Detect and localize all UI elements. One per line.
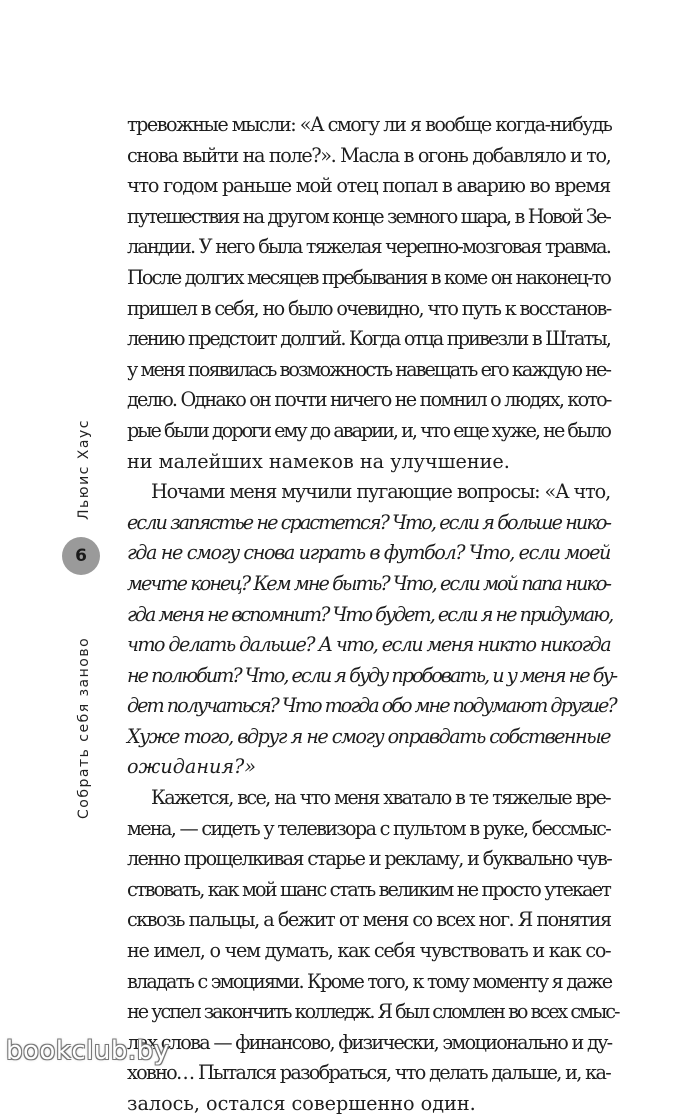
text-line: не успел закончить колледж. Я был сломлен во всех смыс- bbox=[127, 1000, 619, 1024]
text-line: ленно прощелкивая старье и рекламу, и буквально чув- bbox=[127, 847, 612, 871]
text-line: ховно… Пытался разобраться, что делать дальше, и, ка- bbox=[127, 1061, 610, 1085]
text-line: не имел, о чем думать, как себя чувствовать и как со- bbox=[127, 939, 611, 963]
text-line: делю. Однако он почти ничего не помнил о людях, кото- bbox=[127, 388, 611, 412]
text-line: ожидания?» bbox=[127, 755, 257, 779]
text-line: мечте конец? Кем мне быть? Что, если мой папа нико- bbox=[127, 571, 610, 595]
text-line: гда меня не вспомнит? Что будет, если я не придумаю, bbox=[127, 602, 613, 626]
text-line: ландии. У него была тяжелая черепно-мозговая травма. bbox=[127, 235, 610, 259]
text-line: лению предстоит долгий. Когда отца привезли в Штаты, bbox=[127, 327, 610, 351]
text-line: у меня появилась возможность навещать его каждую не- bbox=[127, 357, 610, 381]
running-header-book-title: Собрать себя заново bbox=[76, 636, 92, 819]
text-line: гда не смогу снова играть в футбол? Что, если моей bbox=[127, 541, 610, 565]
text-line: залось, остался совершенно один. bbox=[127, 1092, 476, 1115]
text-line: владать с эмоциями. Кроме того, к тому моменту я даже bbox=[127, 969, 612, 993]
text-line: не полюбит? Что, если я буду пробовать, и у меня не бу- bbox=[127, 663, 617, 687]
running-header-author: Льюис Хаус bbox=[76, 419, 92, 520]
text-line: путешествия на другом конце земного шара, в Новой Зе- bbox=[127, 204, 610, 228]
text-line: Кажется, все, на что меня хватало в те тяжелые вре- bbox=[151, 786, 610, 810]
text-line: ствовать, как мой шанс стать великим не просто утекает bbox=[127, 877, 610, 901]
watermark-logo: bookclub.by bbox=[6, 1036, 170, 1066]
text-line: Ночами меня мучили пугающие вопросы: «А что, bbox=[151, 480, 611, 504]
text-line: ни малейших намеков на улучшение. bbox=[127, 449, 510, 473]
body-text bbox=[127, 110, 619, 1120]
text-line: рые были дороги ему до аварии, и, что еще хуже, не было bbox=[127, 418, 610, 442]
text-line: снова выйти на поле?». Масла в огонь добавляло и то, bbox=[127, 143, 611, 167]
text-line: тревожные мысли: «А смогу ли я вообще когда-нибудь bbox=[127, 113, 612, 136]
text-line: Хуже того, вдруг я не смогу оправдать собственные bbox=[127, 724, 610, 748]
page-number: 6 bbox=[75, 546, 87, 566]
page-number-badge bbox=[62, 537, 100, 575]
text-line: что годом раньше мой отец попал в аварию во время bbox=[127, 174, 610, 198]
text-line: После долгих месяцев пребывания в коме он наконец-то bbox=[127, 265, 610, 289]
text-line: что делать дальше? А что, если меня никто никогда bbox=[127, 633, 611, 657]
text-line: пришел в себя, но было очевидно, что путь к восстанов- bbox=[127, 296, 611, 320]
text-line: мена, — сидеть у телевизора с пультом в руке, бессмыс- bbox=[127, 816, 610, 840]
text-line: если запястье не срастется? Что, если я больше нико- bbox=[127, 510, 610, 534]
text-line: лах слова — финансово, физически, эмоционально и ду- bbox=[127, 1030, 612, 1054]
text-line: дет получаться? Что тогда обо мне подумают другие? bbox=[127, 694, 616, 718]
text-line: сквозь пальцы, а бежит от меня со всех ног. Я понятия bbox=[127, 908, 611, 932]
